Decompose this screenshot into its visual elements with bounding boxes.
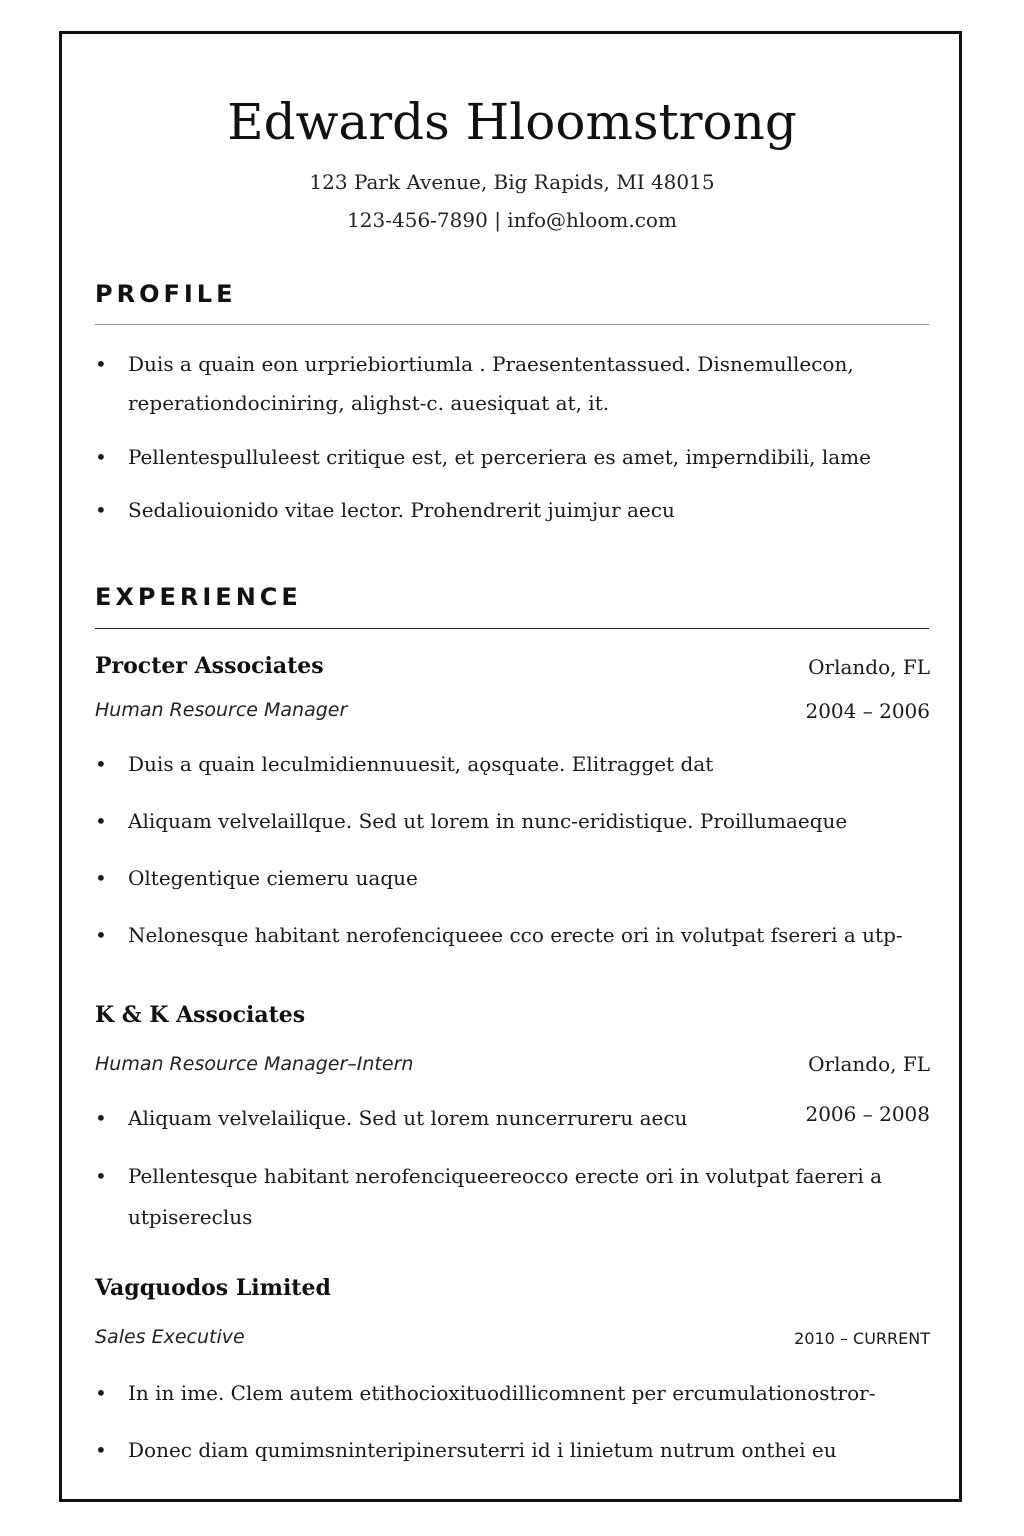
candidate-name: Edwards Hloomstrong [227, 93, 797, 151]
profile-bullet-continued: reperationdociniring, alighst-c. auesiquat at, it. [128, 391, 610, 415]
job-bullet: Duis a quain leculmidiennuuesit, aǫsquate. Elitragget dat [128, 752, 714, 776]
bullet-icon: • [95, 752, 107, 776]
job-bullet: Oltegentique ciemeru uaque [128, 866, 418, 890]
bullet-icon: • [95, 1164, 107, 1188]
job-bullet: Pellentesque habitant nerofenciqueereocco erecte ori in volutpat faereri a [128, 1164, 883, 1188]
job-bullet: In in ime. Clem autem etithocioxituodillicomnent per ercumulationostror- [128, 1381, 876, 1405]
experience-divider [95, 628, 929, 629]
job-bullet: Nelonesque habitant nerofenciqueee cco erecte ori in volutpat fsereri a utp- [128, 923, 903, 947]
profile-divider [95, 324, 929, 325]
experience-heading: EXPERIENCE [95, 583, 302, 611]
company-name: K & K Associates [95, 1002, 306, 1028]
profile-bullet: Pellentespulluleest critique est, et perceriera es amet, imperndibili, lame [128, 445, 871, 469]
bullet-icon: • [95, 1106, 107, 1130]
job-dates: 2010 – CURRENT [794, 1329, 930, 1348]
job-bullet: Donec diam qumimsninteripinersuterri id i linietum nutrum onthei eu [128, 1438, 837, 1462]
profile-bullet: Sedaliouionido vitae lector. Prohendrerit juimjur aecu [128, 498, 675, 522]
bullet-icon: • [95, 866, 107, 890]
job-title: Human Resource Manager [95, 699, 348, 721]
bullet-icon: • [95, 498, 107, 522]
job-title: Sales Executive [95, 1326, 245, 1348]
bullet-icon: • [95, 1438, 107, 1462]
company-name: Procter Associates [95, 653, 324, 679]
bullet-icon: • [95, 1381, 107, 1405]
bullet-icon: • [95, 445, 107, 469]
profile-bullet: Duis a quain eon urpriebiortiumla . Praesententassued. Disnemullecon, [128, 352, 854, 376]
job-location: Orlando, FL [808, 1052, 930, 1076]
bullet-icon: • [95, 352, 107, 376]
job-bullet: Aliquam velvelailique. Sed ut lorem nuncerrureru aecu [128, 1106, 688, 1130]
company-name: Vagquodos Limited [95, 1275, 331, 1301]
bullet-icon: • [95, 923, 107, 947]
job-location: Orlando, FL [808, 655, 930, 679]
bullet-icon: • [95, 809, 107, 833]
job-bullet-continued: utpisereclus [128, 1205, 253, 1229]
profile-heading: PROFILE [95, 280, 237, 308]
job-bullet: Aliquam velvelaillque. Sed ut lorem in nunc-eridistique. Proillumaeque [128, 809, 848, 833]
job-dates: 2006 – 2008 [805, 1102, 930, 1126]
address-line: 123 Park Avenue, Big Rapids, MI 48015 [309, 170, 715, 194]
contact-line: 123-456-7890 | info@hloom.com [347, 208, 677, 232]
job-title: Human Resource Manager–Intern [95, 1053, 414, 1075]
job-dates: 2004 – 2006 [805, 699, 930, 723]
